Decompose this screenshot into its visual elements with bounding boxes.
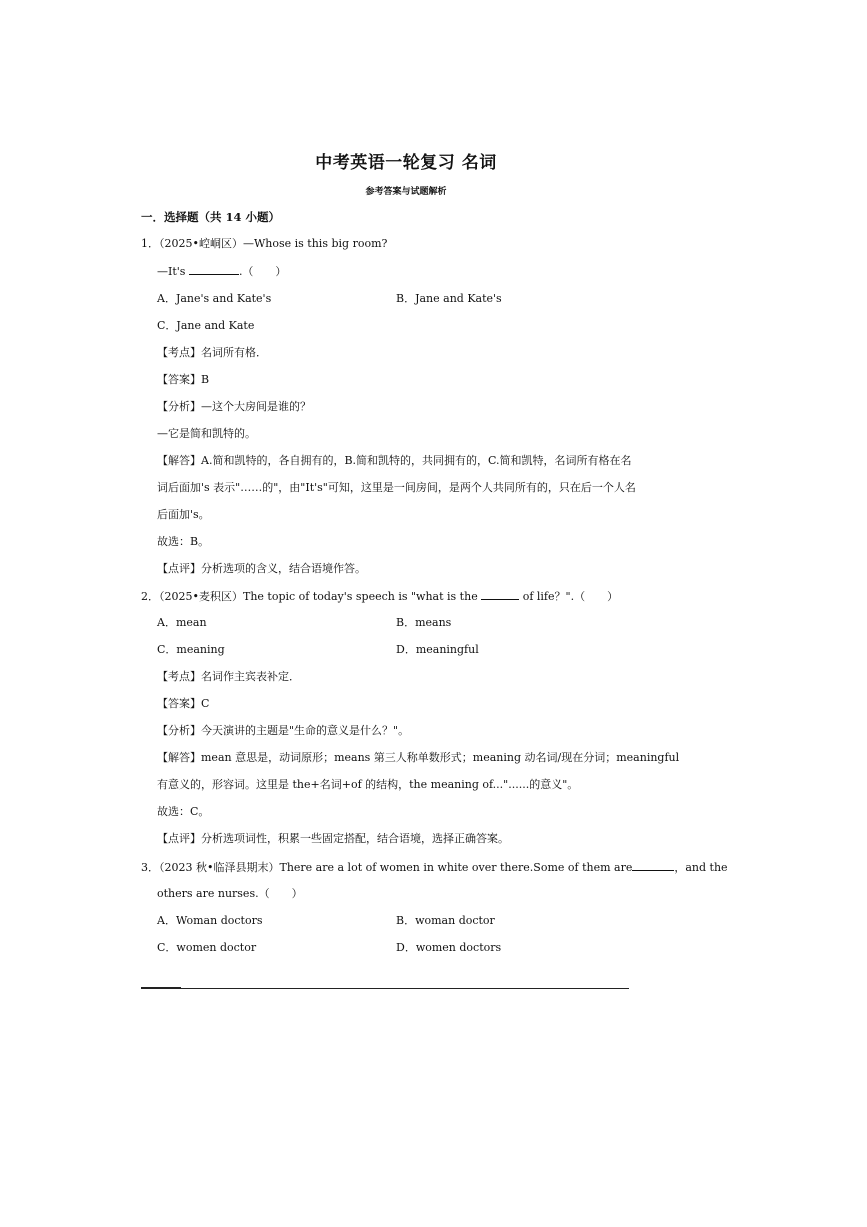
q3-blank bbox=[632, 860, 674, 871]
q3-option-b: B．woman doctor bbox=[396, 914, 495, 927]
q2-kaodian: 【考点】名词作主宾表补定． bbox=[157, 670, 300, 683]
q3-stem-line2: others are nurses.（ ） bbox=[157, 887, 303, 900]
q1-answer: 【答案】B bbox=[157, 373, 210, 386]
footer-rule bbox=[141, 988, 629, 989]
page-title: 中考英语一轮复习 名词 bbox=[315, 153, 497, 173]
q1-stem: 1．（2025•崆峒区）—Whose is this big room? bbox=[141, 237, 388, 250]
q2-option-c: C．meaning bbox=[157, 643, 225, 656]
q1-solution: 【解答】A.简和凯特的，各自拥有的，B.简和凯特的，共同拥有的，C.简和凯特，名词所有格在名 bbox=[157, 454, 632, 467]
q2-blank bbox=[481, 589, 519, 600]
q1-stem-line2: —It's .（ ） bbox=[157, 265, 287, 278]
section-heading: 一．选择题（共 14 小题） bbox=[141, 210, 281, 224]
page-subtitle: 参考答案与试题解析 bbox=[365, 187, 447, 197]
q2-option-a: A．mean bbox=[157, 616, 207, 629]
q2-choice: 故选：C。 bbox=[157, 805, 210, 818]
q1-solution-2: 词后面加's 表示"……的"，由"It's"可知，这里是一间房间，是两个人共同所有的，只在后一个人名 bbox=[157, 481, 636, 494]
q1-solution-3: 后面加's。 bbox=[157, 508, 210, 521]
q1-option-a: A．Jane's and Kate's bbox=[157, 292, 272, 305]
q3-stem: 3．（2023 秋•临泽县期末）There are a lot of women in white over there.Some of them are ，and the bbox=[141, 861, 728, 874]
q2-option-d: D．meaningful bbox=[396, 643, 479, 656]
q2-solution: 【解答】mean 意思是，动词原形；means 第三人称单数形式；meaning 动名词/现在分词；meaningful bbox=[157, 751, 680, 764]
q2-stem: 2．（2025•麦积区）The topic of today's speech is "what is the of life？".（ ） bbox=[141, 590, 619, 603]
q1-option-b: B．Jane and Kate's bbox=[396, 292, 502, 305]
q1-kaodian: 【考点】名词所有格． bbox=[157, 346, 267, 359]
q3-option-d: D．women doctors bbox=[396, 941, 502, 954]
q2-solution-2: 有意义的，形容词。这里是 the+名词+of 的结构，the meaning of..."......的意义"。 bbox=[157, 778, 579, 791]
q1-choice: 故选：B。 bbox=[157, 535, 210, 548]
q1-comment: 【点评】分析选项的含义，结合语境作答。 bbox=[157, 562, 366, 575]
q2-option-b: B．means bbox=[396, 616, 452, 629]
q3-option-a: A．Woman doctors bbox=[157, 914, 263, 927]
q2-analysis: 【分析】今天演讲的主题是"生命的意义是什么？"。 bbox=[157, 724, 410, 737]
q2-comment: 【点评】分析选项词性，积累一些固定搭配，结合语境，选择正确答案。 bbox=[157, 832, 509, 845]
q1-blank bbox=[189, 264, 239, 275]
q3-option-c: C．women doctor bbox=[157, 941, 257, 954]
q1-analysis-2: —它是简和凯特的。 bbox=[157, 427, 256, 440]
q1-analysis: 【分析】—这个大房间是谁的？ bbox=[157, 400, 311, 413]
q2-answer: 【答案】C bbox=[157, 697, 210, 710]
q1-option-c: C．Jane and Kate bbox=[157, 319, 255, 332]
